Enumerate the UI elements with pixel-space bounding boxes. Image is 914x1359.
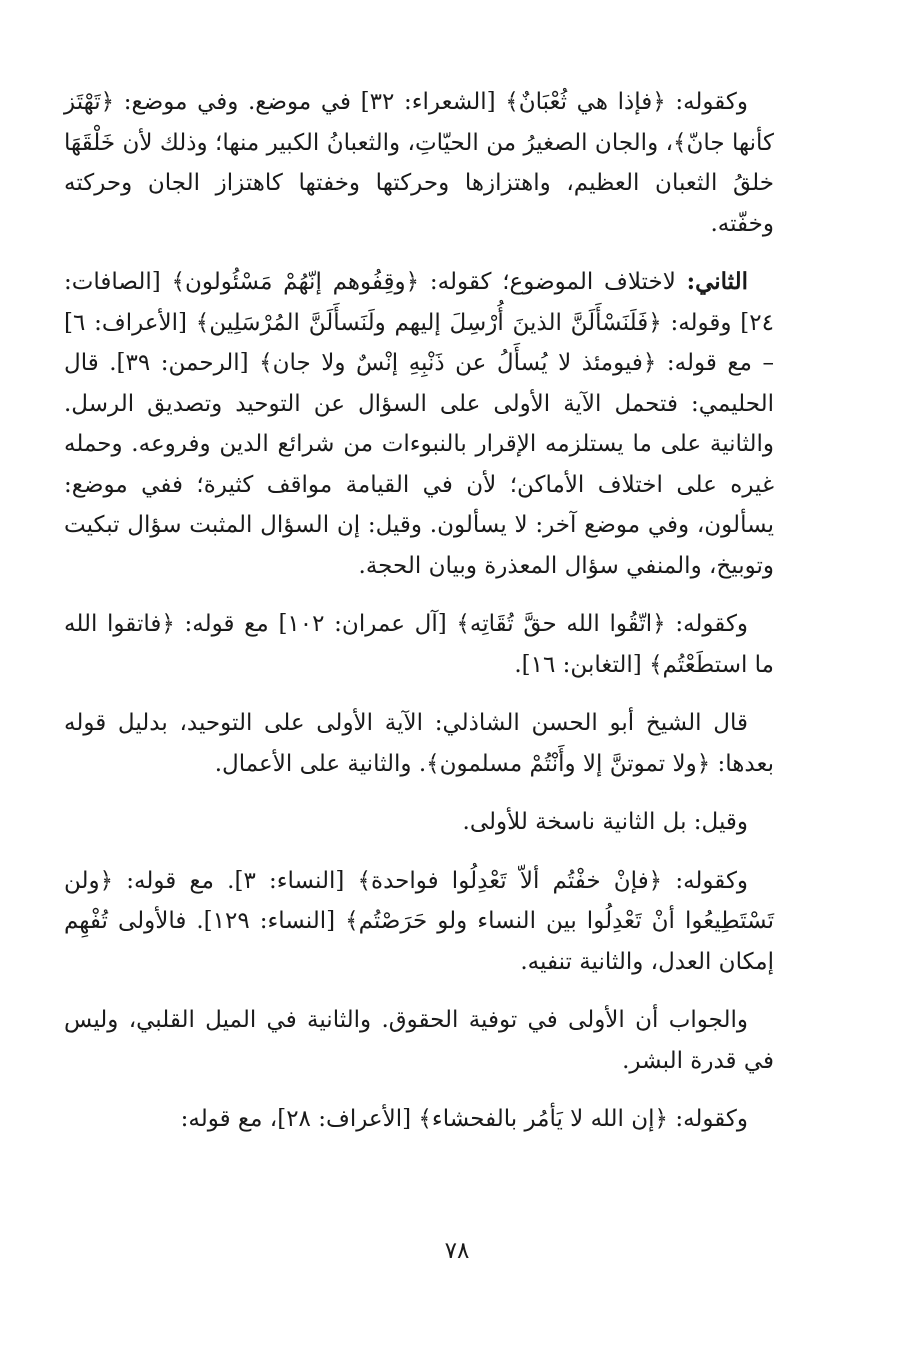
paragraph-2	[64, 262, 774, 586]
page-number: ٧٨	[444, 1238, 470, 1264]
paragraph-4	[64, 703, 774, 784]
paragraph-8	[64, 1099, 774, 1140]
paragraph-2-lead: الثاني:	[686, 268, 748, 295]
paragraph-8-text: وكقوله: ﴿إن الله لا يَأمُر بالفحشاء﴾ [الأعراف: ٢٨]، مع قوله:	[180, 1106, 748, 1132]
paragraph-5-text: وقيل: بل الثانية ناسخة للأولى.	[462, 809, 748, 835]
paragraph-5	[64, 802, 774, 843]
paragraph-1-text: وكقوله: ﴿فإذا هي ثُعْبَانٌ﴾ [الشعراء: ٣٢] في موضع. وفي موضع: ﴿تَهْتَز كأنها جانّ﴾، والجان الصغيرُ من الحيّاتِ، والثعبانُ الكبير منها؛ وذلك لأن خَلْقَهَا خلقُ الثعبان العظيم، واهتزازها وحركتها وخفتها كاهتزاز الجان وحركته وخفّته.	[64, 89, 774, 237]
paragraph-3-text: وكقوله: ﴿اتّقُوا الله حقَّ تُقَاتِه﴾ [آل عمران: ١٠٢] مع قوله: ﴿فاتقوا الله ما استطَعْتُم﴾ [التغابن: ١٦].	[64, 611, 774, 678]
paragraph-1	[64, 82, 774, 244]
paragraph-4-text: قال الشيخ أبو الحسن الشاذلي: الآية الأولى على التوحيد، بدليل قوله بعدها: ﴿ولا تموتنَّ إلا وأَنْتُمْ مسلمون﴾. والثانية على الأعمال.	[64, 710, 774, 777]
paragraph-7	[64, 1000, 774, 1081]
paragraph-7-text: والجواب أن الأولى في توفية الحقوق. والثانية في الميل القلبي، وليس في قدرة البشر.	[64, 1007, 774, 1074]
page-body	[64, 82, 774, 1158]
paragraph-6	[64, 861, 774, 983]
paragraph-2-text: لاختلاف الموضوع؛ كقوله: ﴿وقِفُوهم إنّهُمْ مَسْئُولون﴾ [الصافات: ٢٤] وقوله: ﴿فَلَنَسْأَلَنَّ الذينَ أُرْسِلَ إليهم ولَنَسأَلَنَّ المُرْسَلِين﴾ [الأعراف: ٦] – مع قوله: ﴿فيومئذ لا يُسأَلُ عن ذَنْبِهِ إنْسٌ ولا جان﴾ [الرحمن: ٣٩]. قال الحليمي: فتحمل الآية الأولى على السؤال عن التوحيد وتصديق الرسل. والثانية على ما يستلزمه الإقرار بالنبوءات من شرائع الدين وفروعه. وحمله غيره على اختلاف الأماكن؛ لأن في القيامة مواقف كثيرة؛ ففي موضع: يسألون، وفي موضع آخر: لا يسألون. وقيل: إن السؤال المثبت سؤال تبكيت وتوبيخ، والمنفي سؤال المعذرة وبيان الحجة.	[64, 269, 774, 579]
paragraph-3	[64, 604, 774, 685]
paragraph-6-text: وكقوله: ﴿فإنْ خفْتُم ألاّ تَعْدِلُوا فواحدة﴾ [النساء: ٣]. مع قوله: ﴿ولن تَسْتَطِيعُوا أنْ تَعْدِلُوا بين النساء ولو حَرَصْتُم﴾ [النساء: ١٢٩]. فالأولى تُفْهِم إمكان العدل، والثانية تنفيه.	[64, 867, 774, 975]
